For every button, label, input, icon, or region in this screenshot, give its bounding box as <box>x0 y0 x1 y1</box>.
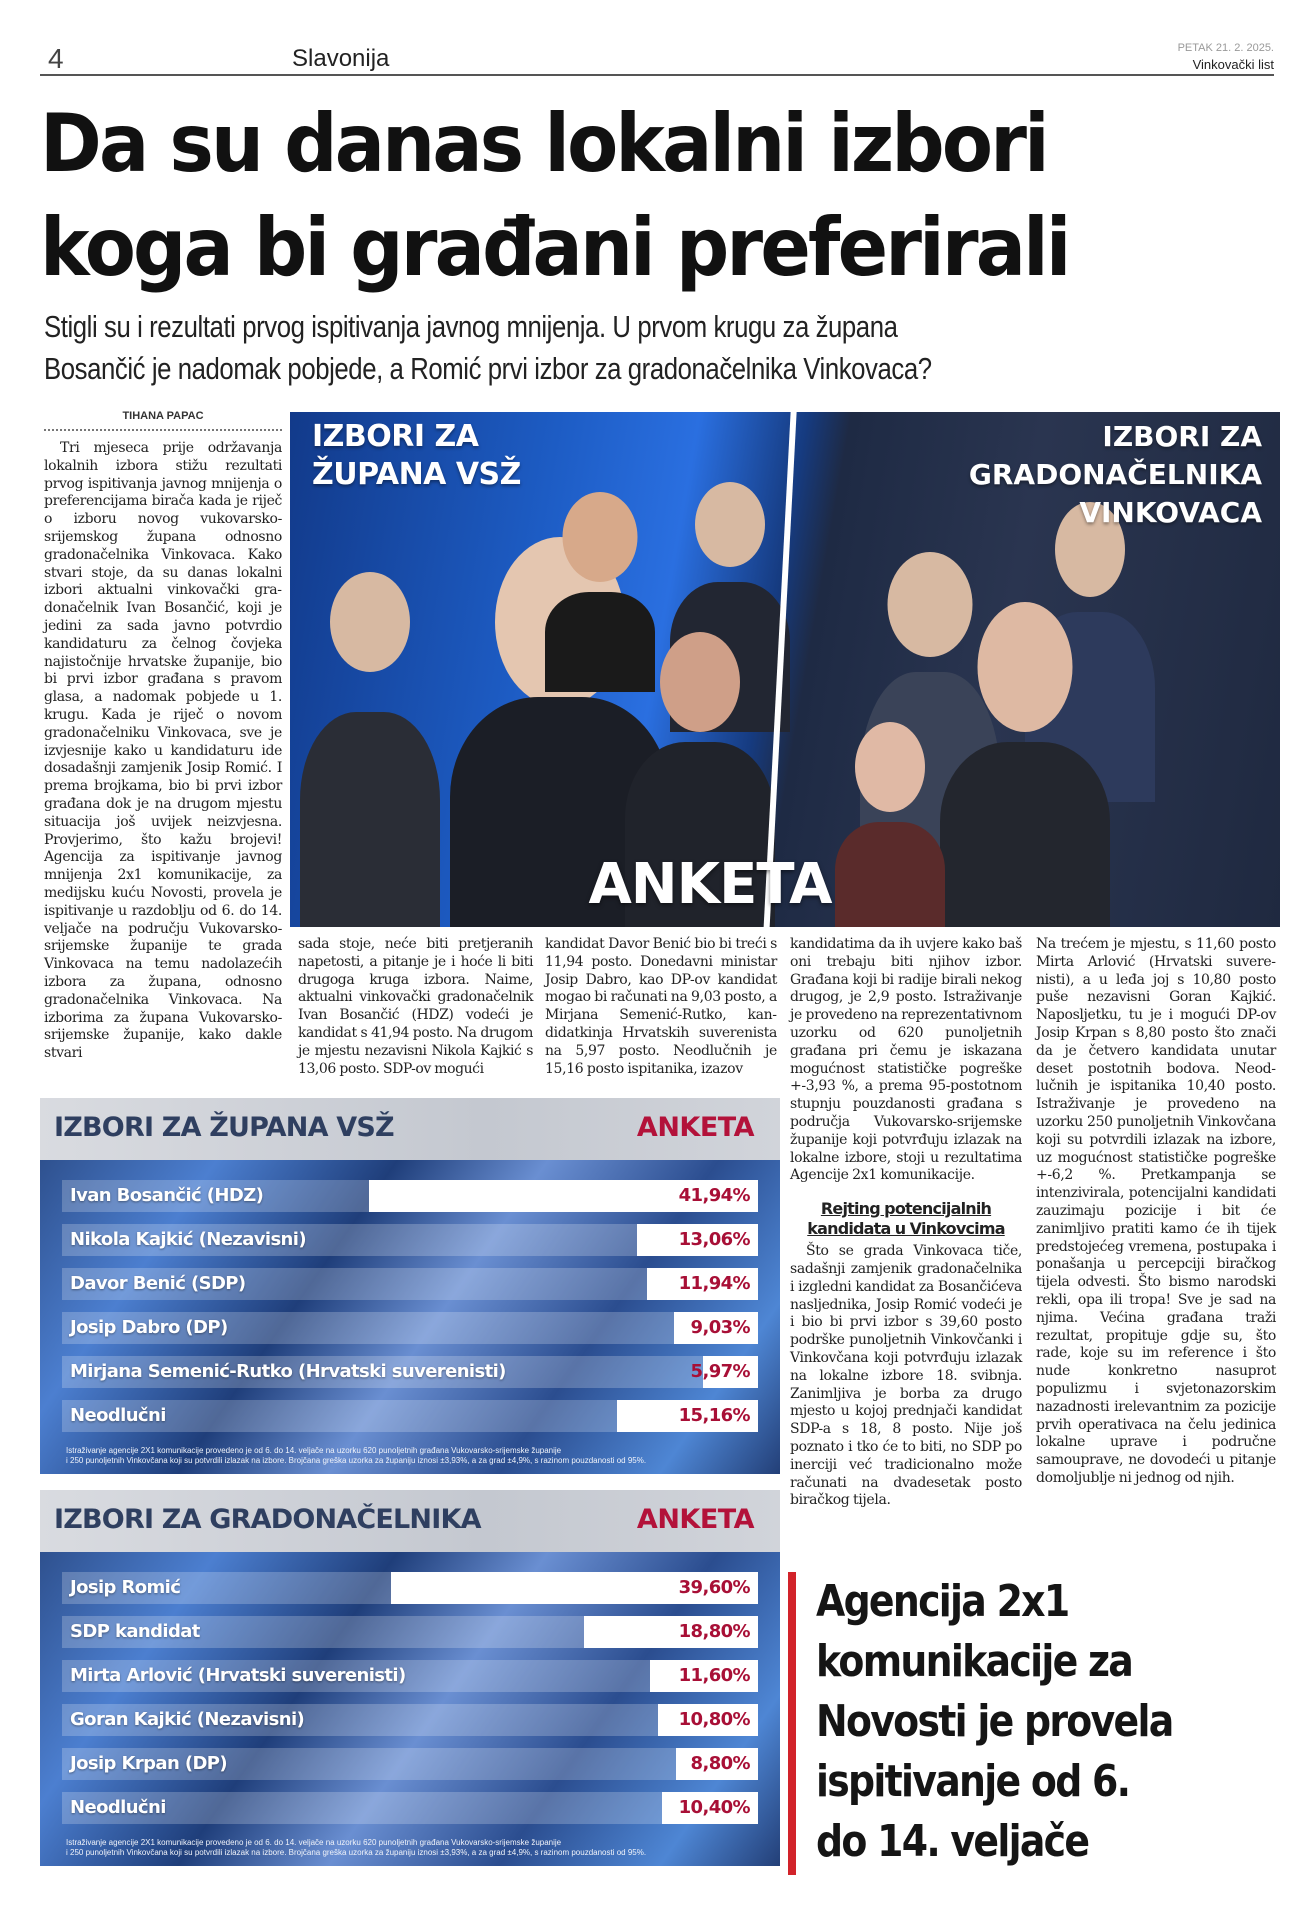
poll-row <box>62 1572 758 1604</box>
poll-candidate-label: Josip Romić <box>70 1577 181 1598</box>
poll-value: 41,94% <box>678 1185 750 1206</box>
note-line: Istraživanje agencije 2X1 komunikacije provedeno je od 6. do 14. veljače na uzorku 620 punoljetnih građana Vukovarsko-srijemske županije <box>66 1838 562 1847</box>
paragraph: sada stoje, neće biti pretjeranih napetosti, a pitanje je i hoće li biti drugoga kruga izbora. Naime, aktualni vinkovački gradonačelnik Ivan Bosančić (HDZ) vodeći je kandidat s 41,94 posto. Na drugom je mjestu nezavisni Nikola Kajkić s 13,06 posto. SDP-ov mogući <box>298 936 533 1077</box>
poll-row <box>62 1792 758 1824</box>
poll-candidate-label: SDP kandidat <box>70 1621 200 1642</box>
collage-title-line: IZBORI ZA <box>312 419 479 454</box>
poll-value: 18,80% <box>678 1621 750 1642</box>
article-column-5 <box>1036 936 1276 1488</box>
poll-candidate-label: Ivan Bosančić (HDZ) <box>70 1185 264 1206</box>
poll-row <box>62 1180 758 1212</box>
poll-title: IZBORI ZA GRADONAČELNIKA <box>54 1504 481 1535</box>
poll-candidate-label: Josip Dabro (DP) <box>70 1317 228 1338</box>
poll-methodology-note <box>66 1838 770 1858</box>
page-number: 4 <box>48 43 64 74</box>
section-subheading: Rejting potencijalnih kandidata u Vinkovcima <box>807 1199 1005 1239</box>
subheadline-line: Bosančić je nadomak pobjede, a Romić prvi izbor za gradonačelnika Vinkovaca? <box>44 351 932 386</box>
article-column-3 <box>545 936 777 1078</box>
poll-header <box>40 1490 780 1552</box>
poll-row <box>62 1748 758 1780</box>
subheadline-line: Stigli su i rezultati prvog ispitivanja javnog mnijenja. U prvom krugu za župana <box>44 309 898 344</box>
poll-value: 8,80% <box>690 1753 750 1774</box>
poll-row <box>62 1704 758 1736</box>
poll-row <box>62 1356 758 1388</box>
poll-candidate-label: Goran Kajkić (Nezavisni) <box>70 1709 305 1730</box>
paragraph: Na trećem je mjestu, s 11,60 posto Mirta Arlović (Hrvatski suverenisti), a u leđa joj s 10,80 posto puše nezavisni Goran Kajkić. Naposljetku, tu je i mogući DP-ov Josip Krpan s 8,80 posto što znači da je četvero kandidata unutar deset postotnih bodova. Neodlučnih je ispitanika 10,40 posto. Istraživanje je provedeno na uzorku 250 punoljetnih Vinkovčana koji su potvrdili izlazak na izbore, uz mogućnost statističke pogreške +-6,2 %. Pretkampanja se intenzivirala, potencijalni kandidati zauzimaju pozicije i bit će zanimljivo pratiti kamo će ih tijek predstojećeg vremena, postupaka i ponašanja u percepciji biračkog tijela odvesti. Što bismo narodski rekli, opa ili tropa! Sve je sad na njima. Većina građana traži rezultat, propituje gdje su, što rade, koje su im reference i što nude konkretno nasuprot populizmu i svjetonazorskim nazadnosti irelevantnim za pozicije prvih operativaca na čelu jedinica lokalne uprave i područne samouprave, ne dovodeći u pitanje domoljublje ni jednog od njih. <box>1036 936 1276 1486</box>
candidate-photo <box>545 492 655 692</box>
poll-row <box>62 1616 758 1648</box>
note-line: Istraživanje agencije 2X1 komunikacije provedeno je od 6. do 14. veljače na uzorku 620 punoljetnih građana Vukovarsko-srijemske županije <box>66 1446 562 1455</box>
pull-quote-accent-bar <box>788 1572 796 1875</box>
poll-value: 5,97% <box>690 1361 750 1382</box>
article-column-2 <box>298 936 533 1078</box>
issue-date: PETAK 21. 2. 2025. <box>1177 42 1274 54</box>
poll-value: 13,06% <box>678 1229 750 1250</box>
collage-poll-label: ANKETA <box>588 852 832 917</box>
poll-rows <box>62 1572 758 1836</box>
poll-value: 15,16% <box>678 1405 750 1426</box>
poll-rows <box>62 1180 758 1444</box>
paragraph: Tri mjeseca prije održavanja lokalnih izbora stižu rezultati prvog ispitivanja javnog mnijenja o preferencijama birača kada je riječ o izboru novog vukovarsko-srijemskog župana odnosno gradonačelnika Vinkovaca. Kako stvari stoje, da su danas lokalni izbori aktualni vinkovački gradonačelnik Ivan Bosančić, koji je jedini za sada javno potvrdio kandidaturu za čelnog čovjeka najistočnije hrvatske županije, bio bi prvi izbor građana s pravom glasa, a nadomak pobjede u 1. krugu. Kada je riječ o novom gradonačelniku Vinkovaca, sve je izvjesnije kako u kandidaturu ide dosadašnji zamjenik Josip Romić. I prema brojkama, bio bi prvi izbor građana dok je na drugom mjestu situacija još uvijek neizvjesna. Provjerimo, što kažu brojevi! Agencija za ispitivanje javnog mnijenja 2x1 komunikacije, za medijsku kuću Novosti, provela je ispitivanje u razdoblju od 6. do 14. veljače na području Vukovarsko-srijemske županije te grada Vinkovaca na temu nadolazećih izbora za župana, odnosno gradonačelnika Vinkovaca. Na izborima za župana Vukovarsko-srijemske županije, kako dakle stvari <box>44 440 282 1062</box>
note-line: i 250 punoljetnih Vinkovčana koji su potvrdili izlazak na izbore. Brojčana greška uzorka za županiju iznosi ±3,93%, a za grad ±4,9%, s razinom pouzdanosti od 95%. <box>66 1456 647 1465</box>
pull-quote-line: ispitivanje od 6. <box>816 1756 1130 1807</box>
note-line: i 250 punoljetnih Vinkovčana koji su potvrdili izlazak na izbore. Brojčana greška uzorka za županiju iznosi ±3,93%, a za grad ±4,9%, s razinom pouzdanosti od 95%. <box>66 1848 647 1857</box>
candidate-photo <box>940 602 1110 927</box>
poll-candidate-label: Neodlučni <box>70 1797 166 1818</box>
poll-candidate-label: Nikola Kajkić (Nezavisni) <box>70 1229 306 1250</box>
collage-title-line: IZBORI ZA <box>1102 420 1262 453</box>
pull-quote <box>788 1572 1278 1882</box>
collage-title-county <box>312 418 612 494</box>
poll-candidate-label: Neodlučni <box>70 1405 166 1426</box>
poll-candidate-label: Davor Benić (SDP) <box>70 1273 246 1294</box>
collage-title-city <box>932 418 1262 532</box>
subheadline <box>44 306 1206 390</box>
collage-title-line: VINKOVACA <box>1079 496 1262 529</box>
poll-value: 10,40% <box>678 1797 750 1818</box>
poll-row <box>62 1268 758 1300</box>
poll-value: 9,03% <box>690 1317 750 1338</box>
pull-quote-line: do 14. veljače <box>816 1816 1089 1867</box>
collage-title-line: ŽUPANA VSŽ <box>312 457 521 492</box>
poll-value: 11,60% <box>678 1665 750 1686</box>
page-header <box>40 40 1274 76</box>
pull-quote-line: Novosti je provela <box>816 1696 1173 1747</box>
poll-tag: ANKETA <box>636 1504 754 1535</box>
collage-title-line: GRADONAČELNIKA <box>968 458 1262 491</box>
poll-tag: ANKETA <box>636 1112 754 1143</box>
paragraph: Što se grada Vinkovaca tiče, sadašnji zamjenik gradonačelnika i izgledni kandidat za Bosančićeva nasljednika, Josip Romić vodeći je i bio bi prvi izbor s 39,60 posto podrške punoljetnih Vinkovčanki i Vinkovčana koji potvrđuju izlazak na lokalne izbore 18. svibnja. Zanimljiva je borba za drugo mjesto u kojoj prednjači kandidat SDP-a s 18, 8 posto. Nije još poznato i tko će to biti, no SDP po inerciji već tradicionalno može računati na dvadesetak posto biračkog tijela. <box>790 1243 1022 1509</box>
hero-photo-collage <box>290 412 1280 927</box>
article-column-1 <box>44 440 282 1063</box>
paragraph: kandidatima da ih uvjere kako baš oni trebaju biti njihov izbor. Građana koji bi radije birali nekog drugog, je 2,9 posto. Istraživanje je provedeno na reprezentativnom uzorku od 620 punoljetnih građana pri čemu je iskazana mogućnost statističke pogreške +-3,93 %, a prema 95-postotnom stupnju pouzdanosti građana s područja Vukovarsko-srijemske županije koji potvrđuju izlazak na lokalne izbore, stoji u rezultatima Agencije 2x1 komunikacije. <box>790 936 1022 1184</box>
poll-methodology-note <box>66 1446 770 1466</box>
poll-header <box>40 1098 780 1160</box>
poll-candidate-label: Mirjana Semenić-Rutko (Hrvatski suverenisti) <box>70 1361 506 1382</box>
headline <box>40 92 1230 300</box>
pull-quote-line: Agencija 2x1 <box>816 1576 1069 1627</box>
article-column-4 <box>790 936 1022 1510</box>
candidate-photo <box>835 722 945 927</box>
poll-title: IZBORI ZA ŽUPANA VSŽ <box>54 1112 394 1143</box>
pull-quote-line: komunikacije za <box>816 1636 1133 1687</box>
poll-value: 10,80% <box>678 1709 750 1730</box>
poll-row <box>62 1660 758 1692</box>
headline-line: Da su danas lokalni izbori <box>40 97 1047 190</box>
section-name: Slavonija <box>292 45 390 72</box>
poll-row <box>62 1400 758 1432</box>
candidate-photo <box>300 572 440 927</box>
poll-value: 11,94% <box>678 1273 750 1294</box>
headline-line: koga bi građani preferirali <box>40 201 1069 294</box>
poll-value: 39,60% <box>678 1577 750 1598</box>
poll-candidate-label: Mirta Arlović (Hrvatski suverenisti) <box>70 1665 406 1686</box>
poll-row <box>62 1312 758 1344</box>
publication-name: Vinkovački list <box>1192 57 1274 72</box>
pull-quote-text <box>816 1572 1263 1872</box>
poll-mayor <box>40 1490 780 1866</box>
byline: TIHANA PAPAC <box>44 410 282 431</box>
poll-county-prefect <box>40 1098 780 1474</box>
poll-row <box>62 1224 758 1256</box>
poll-candidate-label: Josip Krpan (DP) <box>70 1753 228 1774</box>
paragraph: kandidat Davor Benić bio bi treći s 11,94 posto. Donedavni ministar Josip Dabro, kao DP-ov kandidat mogao bi računati na 9,03 posto, a Mirjana Semenić-Rutko, kandidatkinja Hrvatskih suverenista na 5,97 posto. Neodlučnih je 15,16 posto ispitanika, izazov <box>545 936 778 1077</box>
